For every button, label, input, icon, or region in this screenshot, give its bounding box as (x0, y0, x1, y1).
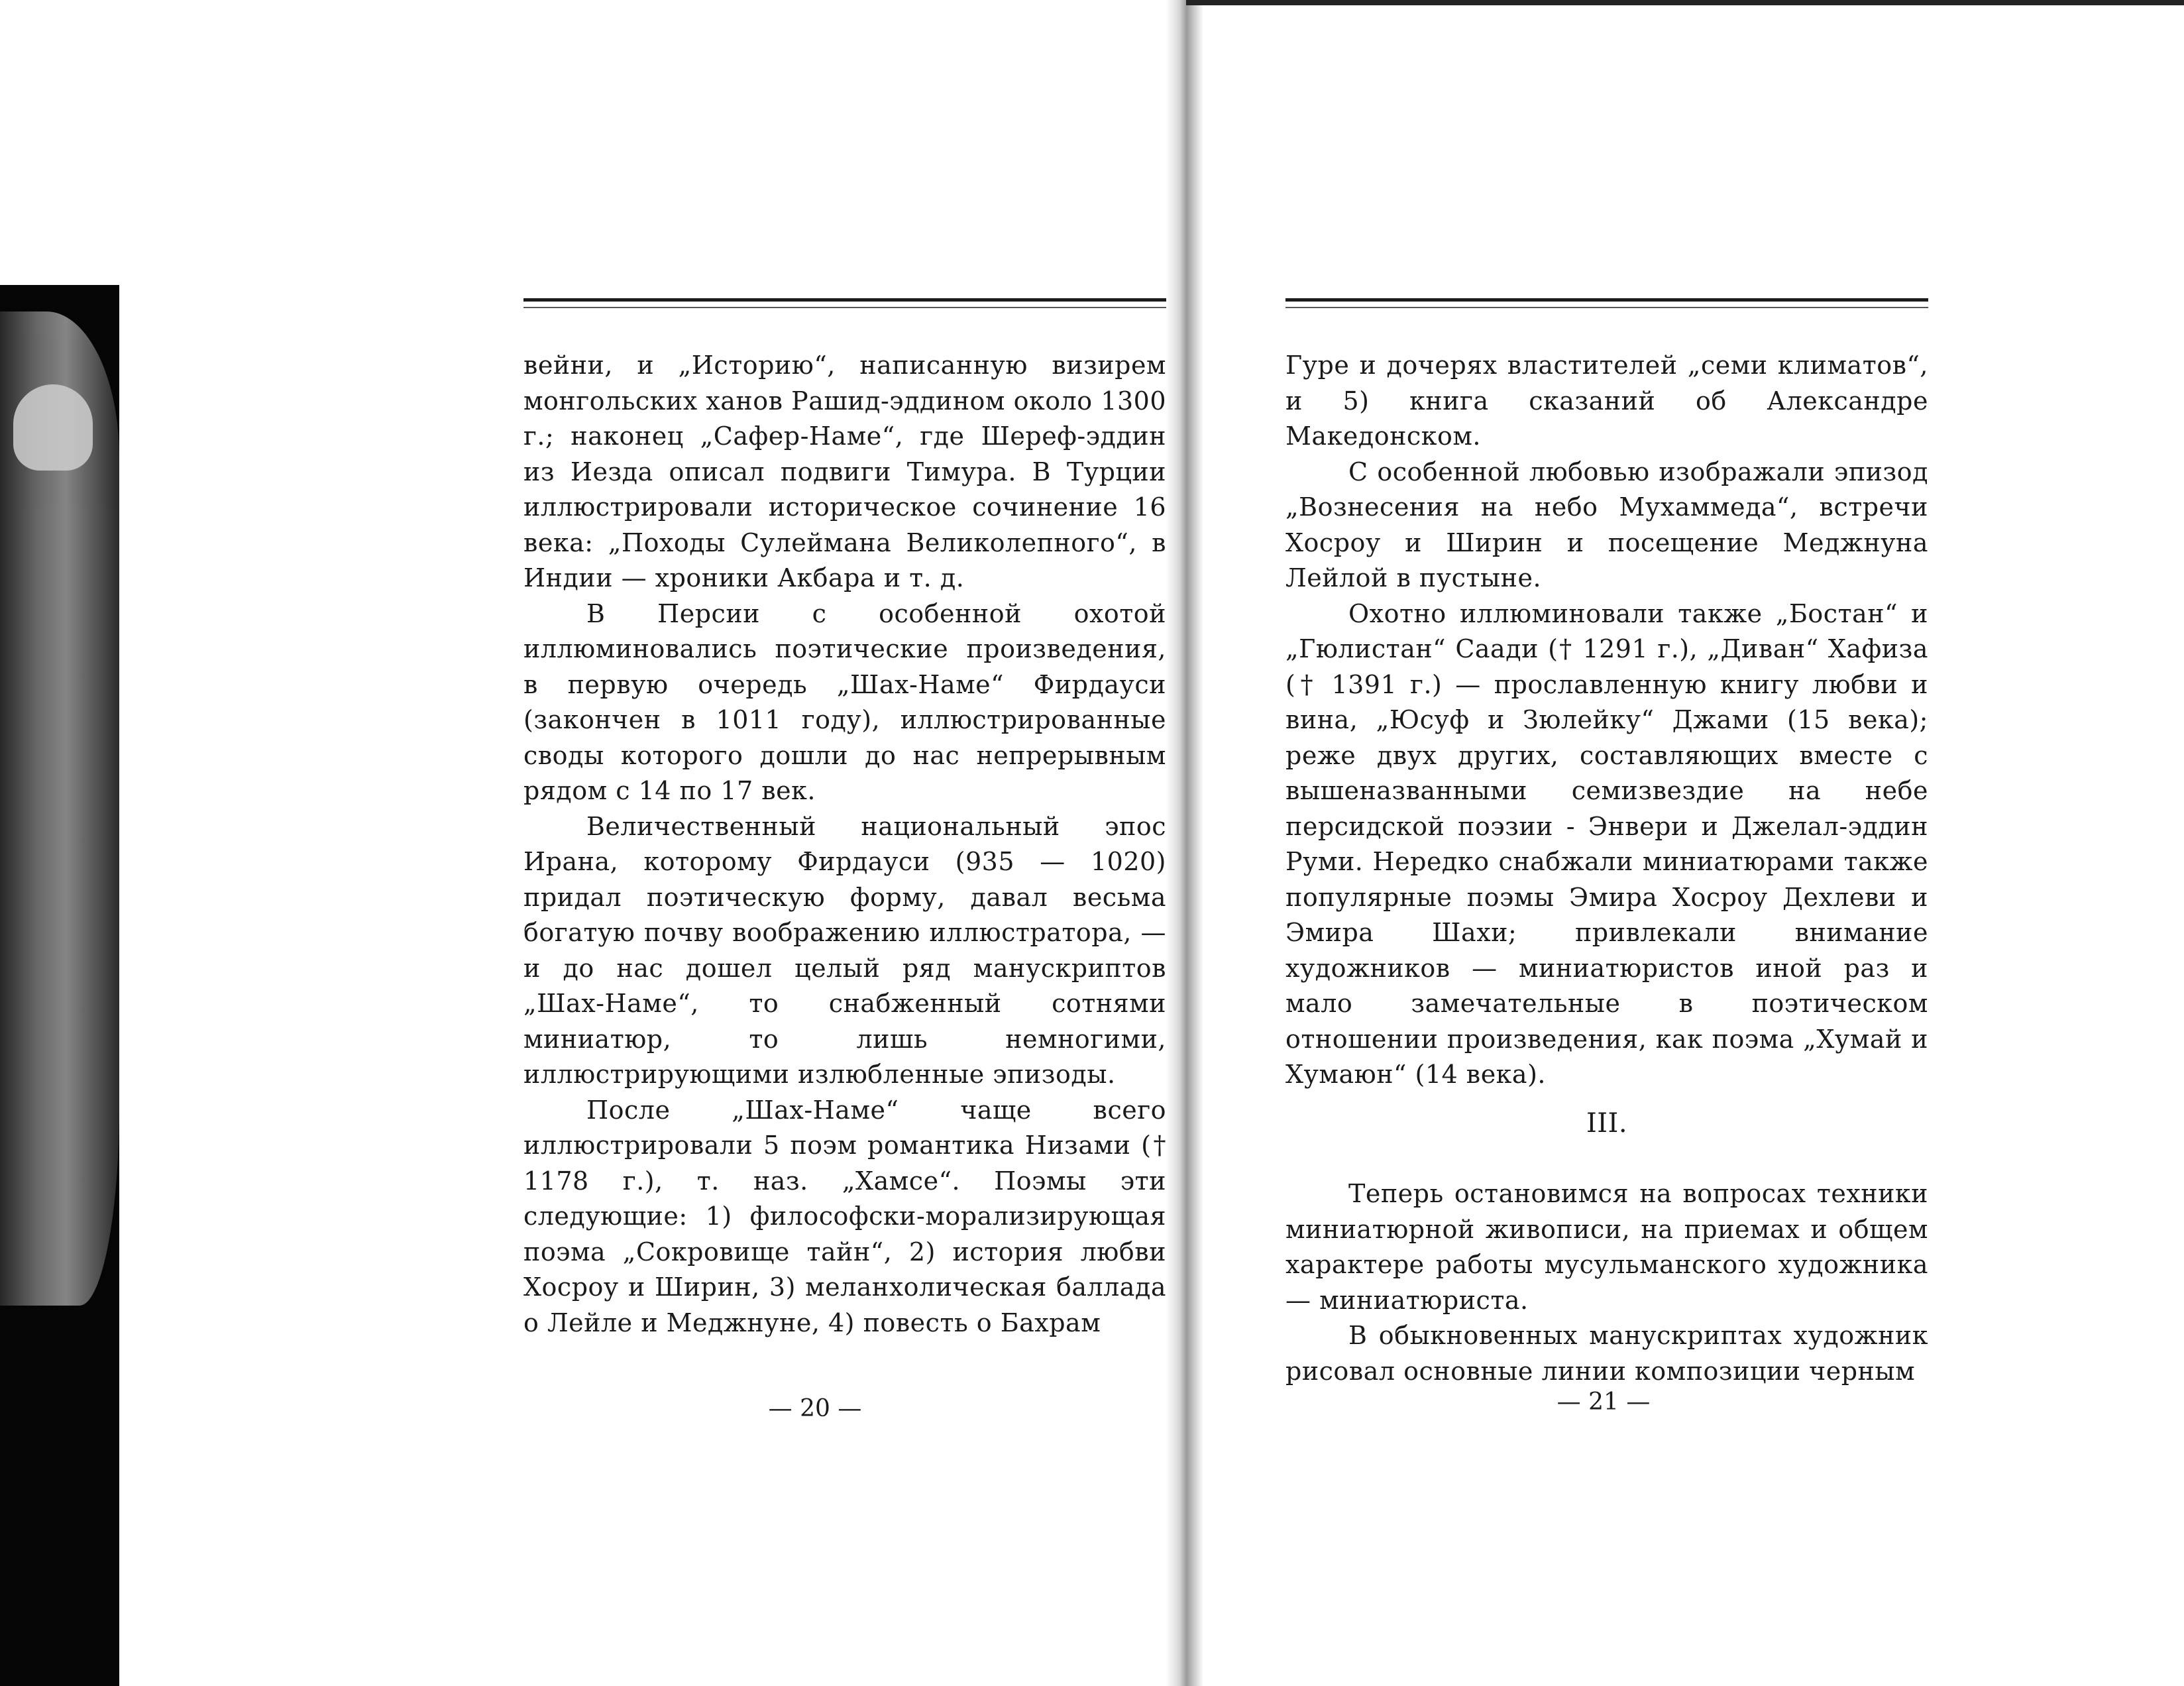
header-rule-thick (1285, 298, 1928, 302)
paragraph: В Персии с особенной охотой иллюминовались поэтические произведения, в первую очередь „Шах-Наме“ Фирдауси (закончен в 1011 году), иллюстрированные своды которого дошли до нас непрерывным рядом с 14 по 17 век. (523, 598, 1166, 805)
header-rule-thin (1285, 307, 1928, 308)
page-top-margin (139, 0, 1133, 285)
scan-top-left-edge (0, 0, 148, 285)
paragraph: вейни, и „Историю“, написанную визирем монгольских ханов Рашид-эддином около 1300 г.; наконец „Сафер-Наме“, где Шереф-эддин из Иезда описал подвиги Тимура. В Турции иллюстрировали историческое сочинение 16 века: „Походы Сулеймана Великолепного“, в Индии — хроники Акбара и т. д. (523, 351, 1166, 592)
left-page-number: — 20 — (768, 1395, 862, 1422)
paragraph: После „Шах-Наме“ чаще всего иллюстрировали 5 поэм романтика Низами († 1178 г.), т. наз. „Хамсе“. Поэмы эти следующие: 1) философски-морализирующая поэма „Сокровище тайн“, 2) история любви Хосроу и Ширин, 3) меланхолическая баллада о Лейле и Меджнуне, 4) повесть о Бахрам (523, 1095, 1166, 1337)
header-rule-thin (523, 307, 1166, 308)
paragraph: Гуре и дочерях властителей „семи климатов“, и 5) книга сказаний об Александре Македонском. (1285, 351, 1928, 451)
paragraph: Теперь остановимся на вопросах техники миниатюрной живописи, на приемах и общем характере работы мусульманского художника — миниатюриста. (1285, 1179, 1928, 1315)
book-gutter (1166, 0, 1203, 1686)
paragraph: В обыкновенных манускриптах художник рисовал основные линии композиции черным (1285, 1321, 1928, 1386)
scan-top-border (1186, 0, 2184, 5)
right-page-text (1285, 348, 1928, 1389)
paragraph: Величественный национальный эпос Ирана, которому Фирдауси (935 — 1020) придал поэтическую форму, давал весьма богатую почву воображению иллюстратора, — и до нас дошел целый ряд манускриптов „Шах-Наме“, то снабженный сотнями миниатюр, то лишь немногими, иллюстрирующими излюбленные эпизоды. (523, 811, 1166, 1089)
header-rule-thick (523, 298, 1166, 302)
hand-photo-artifact (0, 311, 119, 1306)
right-page-number: — 21 — (1556, 1388, 1651, 1416)
left-page (523, 298, 1166, 1341)
right-page (1285, 298, 1928, 1389)
paragraph: Охотно иллюминовали также „Бостан“ и „Гюлистан“ Саади († 1291 г.), „Диван“ Хафиза († 1391 г.) — прославленную книгу любви и вина, „Юсуф и Зюлейку“ Джами (15 века); реже двух других, составляющих вместе с вышеназванными семизвездие на небе персидской поэзии - Энвери и Джелал-эддин Руми. Нередко снабжали миниатюрами также популярные поэмы Эмира Хосроу Дехлеви и Эмира Шахи; привлекали внимание художников — миниатюристов иной раз и мало замечательные в поэтическом отношении произведения, как поэма „Хумай и Хумаюн“ (14 века). (1285, 598, 1928, 1089)
section-heading: III. (1586, 1107, 1628, 1139)
left-page-text (523, 348, 1166, 1341)
paragraph: С особенной любовью изображали эпизод „Вознесения на небо Мухаммеда“, встречи Хосроу и Ширин и посещение Меджнуна Лейлой в пустыне. (1285, 457, 1928, 592)
